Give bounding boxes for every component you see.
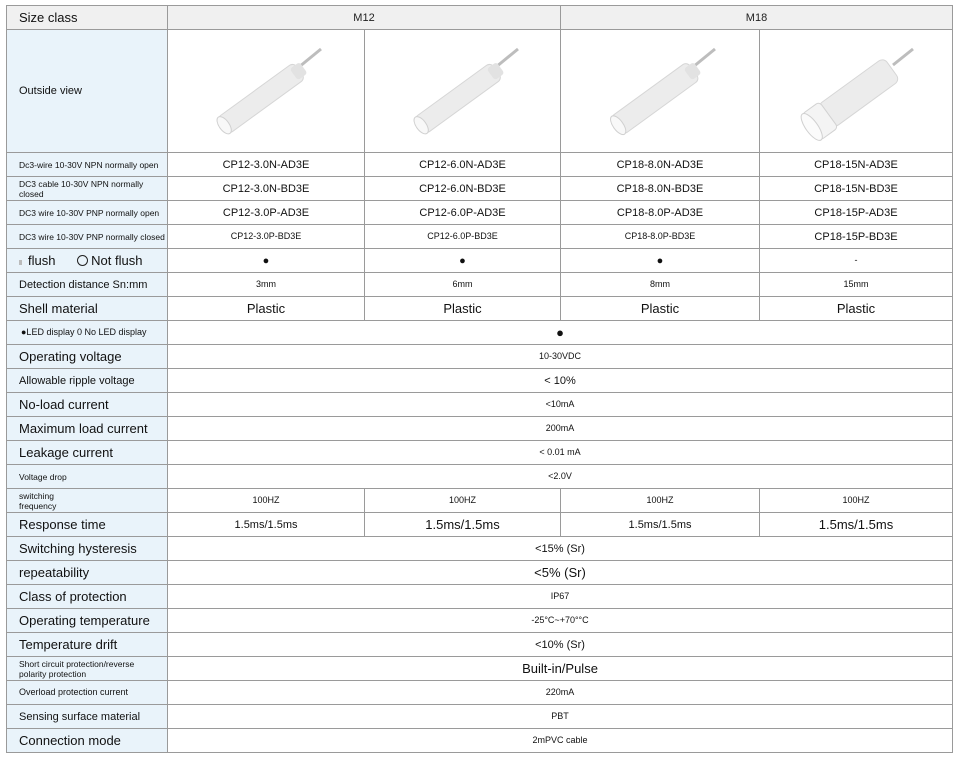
protection-class-row xyxy=(7,585,953,609)
vdrop-label: Voltage drop xyxy=(7,465,168,489)
model-cell: CP12-3.0P-BD3E xyxy=(168,225,365,249)
vdrop-row xyxy=(7,465,953,489)
flush-label: flush xyxy=(28,253,56,268)
npn-no-row xyxy=(7,153,953,177)
leakage-value: < 0.01 mA xyxy=(168,441,953,465)
noload-row xyxy=(7,393,953,417)
model-cell: CP12-3.0N-BD3E xyxy=(168,177,365,201)
op-voltage-value: 10-30VDC xyxy=(168,345,953,369)
frequency-cell: 100HZ xyxy=(561,489,760,513)
frequency-row xyxy=(7,489,953,513)
model-cell: CP12-3.0P-AD3E xyxy=(168,201,365,225)
shell-cell: Plastic xyxy=(760,297,953,321)
repeat-label: repeatability xyxy=(7,561,168,585)
overload-row xyxy=(7,681,953,705)
vdrop-value: <2.0V xyxy=(168,465,953,489)
short-circuit-label xyxy=(7,657,168,681)
filled-marker-icon xyxy=(19,260,22,265)
distance-cell: 6mm xyxy=(365,273,561,297)
model-cell: CP18-8.0N-BD3E xyxy=(561,177,760,201)
flush-marker: ● xyxy=(561,249,760,273)
surface-row xyxy=(7,705,953,729)
outside-view-label: Outside view xyxy=(7,30,168,153)
response-cell: 1.5ms/1.5ms xyxy=(168,513,365,537)
outside-view-row xyxy=(7,30,953,153)
sensor-m12-picture xyxy=(398,41,528,141)
pnp-no-row xyxy=(7,201,953,225)
connection-value: 2mPVC cable xyxy=(168,729,953,753)
switching-label: switching xyxy=(19,490,54,501)
sensor-m18-picture xyxy=(595,41,725,141)
model-cell: CP18-8.0P-BD3E xyxy=(561,225,760,249)
surface-value: PBT xyxy=(168,705,953,729)
model-cell: CP18-15N-AD3E xyxy=(760,153,953,177)
header-row xyxy=(7,6,953,30)
op-temp-row xyxy=(7,609,953,633)
sensor-image-m18-8mm xyxy=(561,30,760,153)
pnp-no-label: DC3 wire 10-30V PNP normally open xyxy=(7,201,168,225)
size-class-label: Size class xyxy=(7,6,168,30)
open-circle-icon xyxy=(77,255,88,266)
model-cell: CP12-6.0P-AD3E xyxy=(365,201,561,225)
surface-label: Sensing surface material xyxy=(7,705,168,729)
frequency-cell: 100HZ xyxy=(168,489,365,513)
shell-cell: Plastic xyxy=(561,297,760,321)
model-cell: CP18-15P-BD3E xyxy=(760,225,953,249)
hysteresis-row xyxy=(7,537,953,561)
repeat-row xyxy=(7,561,953,585)
frequency-cell: 100HZ xyxy=(365,489,561,513)
response-cell: 1.5ms/1.5ms xyxy=(760,513,953,537)
op-voltage-label: Operating voltage xyxy=(7,345,168,369)
op-temp-value: -25°C~+70°°C xyxy=(168,609,953,633)
op-temp-label: Operating temperature xyxy=(7,609,168,633)
noload-label: No-load current xyxy=(7,393,168,417)
short-circuit-label-line2: polarity protection xyxy=(19,668,87,679)
shell-cell: Plastic xyxy=(168,297,365,321)
distance-cell: 8mm xyxy=(561,273,760,297)
response-label: Response time xyxy=(7,513,168,537)
group-m18: M18 xyxy=(561,6,953,30)
temp-drift-label: Temperature drift xyxy=(7,633,168,657)
frequency-label xyxy=(7,489,168,513)
shell-cell: Plastic xyxy=(365,297,561,321)
npn-nc-row xyxy=(7,177,953,201)
ripple-value: < 10% xyxy=(168,369,953,393)
model-cell: CP12-6.0N-AD3E xyxy=(365,153,561,177)
sensor-m12-picture xyxy=(201,41,331,141)
detection-label: Detection distance Sn:mm xyxy=(7,273,168,297)
npn-nc-label: DC3 cable 10-30V NPN normally closed xyxy=(7,177,168,201)
shell-label: Shell material xyxy=(7,297,168,321)
model-cell: CP18-15P-AD3E xyxy=(760,201,953,225)
short-circuit-row xyxy=(7,657,953,681)
not-flush-label: Not flush xyxy=(91,253,143,268)
protection-class-value: IP67 xyxy=(168,585,953,609)
temp-drift-value: <10% (Sr) xyxy=(168,633,953,657)
sensor-image-m12-6mm xyxy=(365,30,561,153)
frequency-cell: 100HZ xyxy=(760,489,953,513)
temp-drift-row xyxy=(7,633,953,657)
pnp-nc-label: DC3 wire 10-30V PNP normally closed xyxy=(7,225,168,249)
maxload-row xyxy=(7,417,953,441)
ripple-label: Allowable ripple voltage xyxy=(7,369,168,393)
group-m12: M12 xyxy=(168,6,561,30)
led-row xyxy=(7,321,953,345)
pnp-nc-row xyxy=(7,225,953,249)
repeat-value: <5% (Sr) xyxy=(168,561,953,585)
connection-row xyxy=(7,729,953,753)
flush-marker: ● xyxy=(168,249,365,273)
model-cell: CP18-8.0P-AD3E xyxy=(561,201,760,225)
spec-table xyxy=(6,5,953,753)
detection-row xyxy=(7,273,953,297)
maxload-label: Maximum load current xyxy=(7,417,168,441)
model-cell: CP12-3.0N-AD3E xyxy=(168,153,365,177)
model-cell: CP18-8.0N-AD3E xyxy=(561,153,760,177)
flush-row xyxy=(7,249,953,273)
leakage-row xyxy=(7,441,953,465)
response-cell: 1.5ms/1.5ms xyxy=(365,513,561,537)
distance-cell: 15mm xyxy=(760,273,953,297)
short-circuit-label-line1: Short circuit protection/reverse xyxy=(19,658,135,669)
flush-marker: ● xyxy=(365,249,561,273)
short-circuit-value: Built-in/Pulse xyxy=(168,657,953,681)
model-cell: CP18-15N-BD3E xyxy=(760,177,953,201)
maxload-value: 200mA xyxy=(168,417,953,441)
distance-cell: 3mm xyxy=(168,273,365,297)
led-label: ●LED display 0 No LED display xyxy=(7,321,168,345)
flush-legend xyxy=(7,249,168,273)
protection-class-label: Class of protection xyxy=(7,585,168,609)
flush-marker: - xyxy=(760,249,953,273)
sensor-m18-nonflush-picture xyxy=(791,41,921,141)
hysteresis-label: Switching hysteresis xyxy=(7,537,168,561)
sensor-image-m12-3mm xyxy=(168,30,365,153)
model-cell: CP12-6.0P-BD3E xyxy=(365,225,561,249)
overload-value: 220mA xyxy=(168,681,953,705)
npn-no-label: Dc3-wire 10-30V NPN normally open xyxy=(7,153,168,177)
model-cell: CP12-6.0N-BD3E xyxy=(365,177,561,201)
sensor-image-m18-15mm xyxy=(760,30,953,153)
op-voltage-row xyxy=(7,345,953,369)
frequency-label-text: frequency xyxy=(19,500,57,511)
connection-label: Connection mode xyxy=(7,729,168,753)
shell-row xyxy=(7,297,953,321)
ripple-row xyxy=(7,369,953,393)
led-marker: ● xyxy=(168,321,953,345)
hysteresis-value: <15% (Sr) xyxy=(168,537,953,561)
response-row xyxy=(7,513,953,537)
leakage-label: Leakage current xyxy=(7,441,168,465)
noload-value: <10mA xyxy=(168,393,953,417)
overload-label: Overload protection current xyxy=(7,681,168,705)
response-cell: 1.5ms/1.5ms xyxy=(561,513,760,537)
